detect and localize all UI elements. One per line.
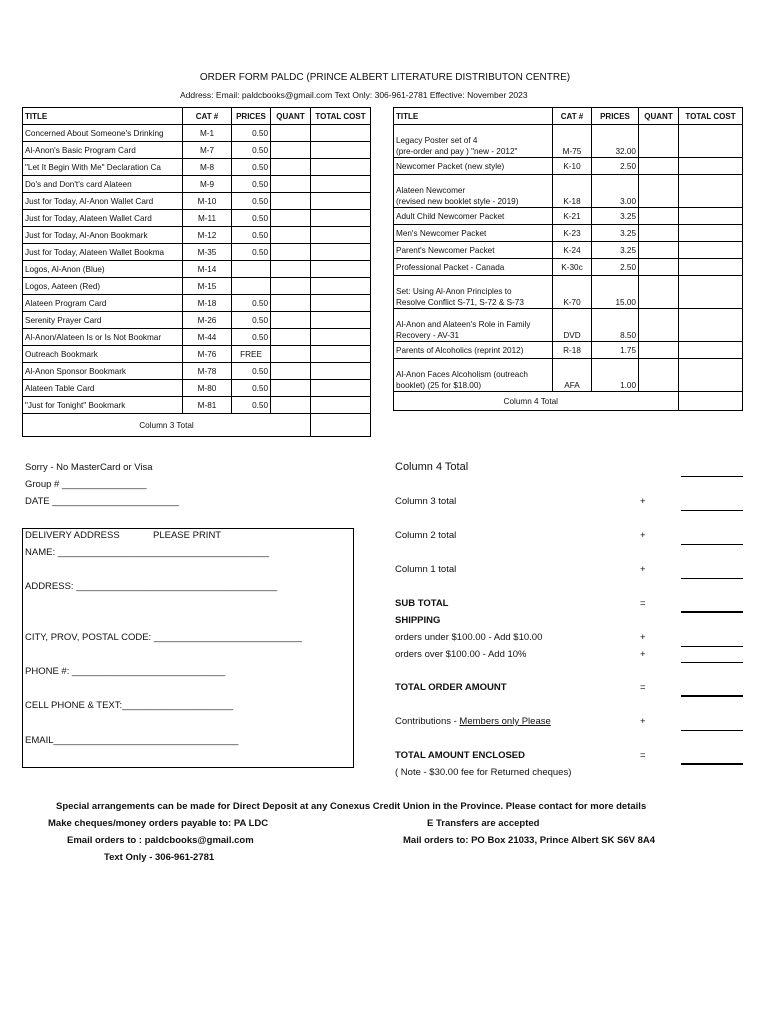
column-1-total-blank[interactable] [681,578,743,579]
shipping-under-blank[interactable] [681,646,743,647]
item-price: 0.50 [232,380,271,397]
item-quantity[interactable] [271,159,311,176]
returned-cheque-note: ( Note - $30.00 fee for Returned cheques) [395,767,572,778]
item-title: Al-Anon Faces Alcoholism (outreach booklet) (25 for $18.00) [394,359,553,392]
item-quantity[interactable] [271,312,311,329]
item-total-cost[interactable] [311,125,371,142]
item-title: Al-Anon/Alateen Is or Is Not Bookmar [23,329,183,346]
total-enclosed-label: TOTAL AMOUNT ENCLOSED [395,750,526,761]
item-total-cost[interactable] [311,278,371,295]
item-price: 3.25 [592,242,639,259]
please-print-label: PLEASE PRINT [153,530,222,541]
item-title: Al-Anon and Alateen's Role in Family Recovery - AV-31 [394,309,553,342]
plus-sign: + [640,649,646,660]
item-cat: M-80 [183,380,232,397]
table-row [394,242,743,259]
table-row [23,193,371,210]
item-cat: M-7 [183,142,232,159]
column-3-total-label: Column 3 Total [23,414,311,437]
cell-phone-field[interactable]: CELL PHONE & TEXT:_____________________ [25,700,234,711]
item-quantity[interactable] [639,208,679,225]
header-prices: PRICES [232,108,271,125]
table-row [23,125,371,142]
equals-sign: = [640,750,646,761]
item-cat: M-78 [183,363,232,380]
item-quantity[interactable] [271,193,311,210]
item-price: 0.50 [232,244,271,261]
item-cat: M-9 [183,176,232,193]
group-field[interactable]: Group # ________________ [25,479,147,490]
header-total-cost: TOTAL COST [311,108,371,125]
table-row [23,227,371,244]
item-quantity[interactable] [639,175,679,208]
item-quantity[interactable] [639,359,679,392]
phone-field[interactable]: PHONE #: _____________________________ [25,666,226,677]
header-prices: PRICES [592,108,639,125]
item-quantity[interactable] [639,342,679,359]
item-total-cost[interactable] [311,295,371,312]
item-quantity[interactable] [271,346,311,363]
item-title: Set: Using Al-Anon Principles to Resolve Conflict S-71, S-72 & S-73 [394,276,553,309]
no-card-notice: Sorry - No MasterCard or Visa [25,462,153,473]
item-cat: AFA [553,359,592,392]
plus-sign: + [640,496,646,507]
item-cat: M-10 [183,193,232,210]
delivery-heading: DELIVERY ADDRESS [25,530,120,541]
subtotal-label: SUB TOTAL [395,598,449,609]
item-title: Men's Newcomer Packet [394,225,553,242]
item-total-cost[interactable] [679,259,743,276]
item-price: 3.25 [592,208,639,225]
item-price: 0.50 [232,210,271,227]
item-price: 0.50 [232,159,271,176]
item-total-cost[interactable] [311,227,371,244]
table-row [23,210,371,227]
item-title: Logos, Al-Anon (Blue) [23,261,183,278]
item-total-cost[interactable] [311,210,371,227]
item-cat: M-11 [183,210,232,227]
item-quantity[interactable] [271,380,311,397]
item-quantity[interactable] [639,125,679,158]
item-title: Concerned About Someone's Drinking [23,125,183,142]
item-title: Newcomer Packet (new style) [394,158,553,175]
direct-deposit-note: Special arrangements can be made for Direct Deposit at any Conexus Credit Union in the Province. Please contact for more details [56,801,647,812]
contributions-label [395,716,551,727]
item-cat: M-35 [183,244,232,261]
table-row [23,329,371,346]
item-title: Logos, Aateen (Red) [23,278,183,295]
item-cat: M-76 [183,346,232,363]
item-cat: K-24 [553,242,592,259]
table-row [23,176,371,193]
item-title: Serenity Prayer Card [23,312,183,329]
item-cat: M-14 [183,261,232,278]
table-row [23,346,371,363]
total-order-amount-label: TOTAL ORDER AMOUNT [395,682,507,693]
plus-sign: + [640,632,646,643]
item-cat: K-10 [553,158,592,175]
city-prov-postal-field[interactable]: CITY, PROV, POSTAL CODE: ____________________________ [25,632,302,643]
item-total-cost[interactable] [311,346,371,363]
header-total-cost: TOTAL COST [679,108,743,125]
item-cat: M-15 [183,278,232,295]
table-row [394,359,743,392]
item-quantity[interactable] [271,363,311,380]
item-title: Al-Anon Sponsor Bookmark [23,363,183,380]
plus-sign: + [640,564,646,575]
item-total-cost[interactable] [311,397,371,414]
table-row [394,225,743,242]
subtotal-blank[interactable] [681,611,743,613]
item-quantity[interactable] [639,309,679,342]
item-price: 8.50 [592,309,639,342]
column-3-total-label: Column 3 total [395,496,457,507]
etransfer-note: E Transfers are accepted [427,818,540,829]
item-price: 0.50 [232,295,271,312]
members-only-link: Members only Please [459,716,551,727]
column-4-total-label: Column 4 Total [394,392,679,411]
table-row [23,142,371,159]
item-quantity[interactable] [271,176,311,193]
item-price: 0.50 [232,176,271,193]
item-cat: M-18 [183,295,232,312]
item-quantity[interactable] [271,244,311,261]
table-row [394,259,743,276]
item-quantity[interactable] [271,125,311,142]
item-title: Alateen Program Card [23,295,183,312]
table-row [394,175,743,208]
column-1-total-label: Column 1 total [395,564,457,575]
item-title: "Let It Begin With Me" Declaration Ca [23,159,183,176]
item-price: 0.50 [232,329,271,346]
column-3-total-blank[interactable] [681,510,743,511]
item-price: 3.00 [592,175,639,208]
item-cat: M-81 [183,397,232,414]
column-4-total-cell[interactable] [679,392,743,411]
table-row [23,363,371,380]
item-title: Alateen Table Card [23,380,183,397]
item-price: 0.50 [232,142,271,159]
header-cat: CAT # [553,108,592,125]
shipping-under-100: orders under $100.00 - Add $10.00 [395,632,543,643]
item-cat: K-30c [553,259,592,276]
column-3-total-row [23,414,371,437]
item-title: Just for Today, Alateen Wallet Bookma [23,244,183,261]
item-cat: K-21 [553,208,592,225]
shipping-over-blank[interactable] [681,662,743,663]
column-2-total-blank[interactable] [681,544,743,545]
item-price: 1.00 [592,359,639,392]
item-title: Al-Anon's Basic Program Card [23,142,183,159]
item-price: 2.50 [592,259,639,276]
delivery-address-box [22,528,354,768]
table-row [23,244,371,261]
item-title: Just for Today, Alateen Wallet Card [23,210,183,227]
item-total-cost[interactable] [679,276,743,309]
item-cat: M-8 [183,159,232,176]
item-title: Parents of Alcoholics (reprint 2012) [394,342,553,359]
table-header-row [394,108,743,125]
address-line: Address: Email: paldcbooks@gmail.com Text Only: 306-961-2781 Effective: November 2023 [180,90,528,100]
equals-sign: = [640,598,646,609]
item-total-cost[interactable] [311,380,371,397]
item-price: 1.75 [592,342,639,359]
item-quantity[interactable] [639,276,679,309]
contributions-blank[interactable] [681,730,743,731]
item-total-cost[interactable] [679,175,743,208]
table-row [23,159,371,176]
contributions-prefix: Contributions - [395,716,460,727]
item-total-cost[interactable] [679,225,743,242]
item-price [232,261,271,278]
email-field[interactable]: EMAIL___________________________________ [25,735,239,746]
column-4-total-row [394,392,743,411]
item-total-cost[interactable] [311,261,371,278]
name-field[interactable]: NAME: ________________________________________ [25,547,270,558]
item-title: Alateen Newcomer (revised new booklet style - 2019) [394,175,553,208]
total-enclosed-blank[interactable] [681,763,743,765]
item-price: 0.50 [232,227,271,244]
table-row [23,295,371,312]
table-row [23,380,371,397]
item-quantity[interactable] [639,242,679,259]
item-title: Just for Today, Al-Anon Bookmark [23,227,183,244]
item-title: Do's and Don't's card Alateen [23,176,183,193]
item-price: 3.25 [592,225,639,242]
item-title: Parent's Newcomer Packet [394,242,553,259]
item-quantity[interactable] [271,261,311,278]
item-total-cost[interactable] [679,309,743,342]
item-cat: R-18 [553,342,592,359]
item-quantity[interactable] [271,397,311,414]
item-total-cost[interactable] [679,359,743,392]
text-only-note: Text Only - 306-961-2781 [104,852,215,863]
item-total-cost[interactable] [311,329,371,346]
table-row [23,312,371,329]
total-order-blank[interactable] [681,695,743,697]
item-total-cost[interactable] [311,159,371,176]
item-total-cost[interactable] [679,208,743,225]
table-row [23,278,371,295]
header-title: TITLE [23,108,183,125]
column-2-total-label: Column 2 total [395,530,457,541]
plus-sign: + [640,716,646,727]
item-price: 0.50 [232,363,271,380]
table-header-row [23,108,371,125]
shipping-label: SHIPPING [395,615,441,626]
plus-sign: + [640,530,646,541]
column-4-total-label: Column 4 Total [395,461,469,473]
header-cat: CAT # [183,108,232,125]
item-price [232,278,271,295]
item-quantity[interactable] [639,158,679,175]
item-title: Outreach Bookmark [23,346,183,363]
item-price: 32.00 [592,125,639,158]
equals-sign: = [640,682,646,693]
item-price: 15.00 [592,276,639,309]
item-cat: K-70 [553,276,592,309]
item-total-cost[interactable] [679,158,743,175]
email-orders-note: Email orders to : paldcbooks@gmail.com [67,835,254,846]
item-total-cost[interactable] [311,244,371,261]
table-row [23,261,371,278]
item-quantity[interactable] [271,210,311,227]
form-title: ORDER FORM PALDC (PRINCE ALBERT LITERATURE DISTRIBUTON CENTRE) [199,72,571,83]
item-price: 0.50 [232,125,271,142]
item-total-cost[interactable] [679,242,743,259]
item-total-cost[interactable] [311,363,371,380]
item-total-cost[interactable] [311,142,371,159]
item-cat: M-75 [553,125,592,158]
item-title: Adult Child Newcomer Packet [394,208,553,225]
item-total-cost[interactable] [679,342,743,359]
item-cat: DVD [553,309,592,342]
item-total-cost[interactable] [311,193,371,210]
item-total-cost[interactable] [311,176,371,193]
item-cat: M-44 [183,329,232,346]
item-quantity[interactable] [271,295,311,312]
right-order-table [393,107,743,411]
item-price: 2.50 [592,158,639,175]
column-3-total-cell[interactable] [311,414,371,437]
item-price: 0.50 [232,193,271,210]
table-row [394,276,743,309]
item-quantity[interactable] [271,142,311,159]
item-quantity[interactable] [271,227,311,244]
item-total-cost[interactable] [679,125,743,158]
shipping-over-100: orders over $100.00 - Add 10% [395,649,527,660]
item-title: Just for Today, Al-Anon Wallet Card [23,193,183,210]
table-row [394,208,743,225]
column-4-total-blank[interactable] [681,476,743,477]
item-quantity[interactable] [271,278,311,295]
item-title: Professional Packet - Canada [394,259,553,276]
item-cat: M-12 [183,227,232,244]
header-title: TITLE [394,108,553,125]
header-quant: QUANT [639,108,679,125]
item-quantity[interactable] [639,259,679,276]
header-quant: QUANT [271,108,311,125]
item-cat: M-26 [183,312,232,329]
table-row [394,158,743,175]
item-cat: K-23 [553,225,592,242]
item-cat: M-1 [183,125,232,142]
item-title: Legacy Poster set of 4 (pre-order and pay ) "new - 2012" [394,125,553,158]
item-cat: K-18 [553,175,592,208]
table-row [394,125,743,158]
table-row [394,342,743,359]
mail-orders-note: Mail orders to: PO Box 21033, Prince Albert SK S6V 8A4 [403,835,656,846]
item-quantity[interactable] [271,329,311,346]
item-title: "Just for Tonight" Bookmark [23,397,183,414]
item-price: FREE [232,346,271,363]
item-total-cost[interactable] [311,312,371,329]
address-field[interactable]: ADDRESS: ______________________________________ [25,581,277,592]
left-order-table [22,107,371,437]
item-price: 0.50 [232,397,271,414]
table-row [23,397,371,414]
table-row [394,309,743,342]
cheques-payable-note: Make cheques/money orders payable to: PA LDC [48,818,269,829]
date-field[interactable]: DATE ________________________ [25,496,180,507]
item-quantity[interactable] [639,225,679,242]
item-price: 0.50 [232,312,271,329]
